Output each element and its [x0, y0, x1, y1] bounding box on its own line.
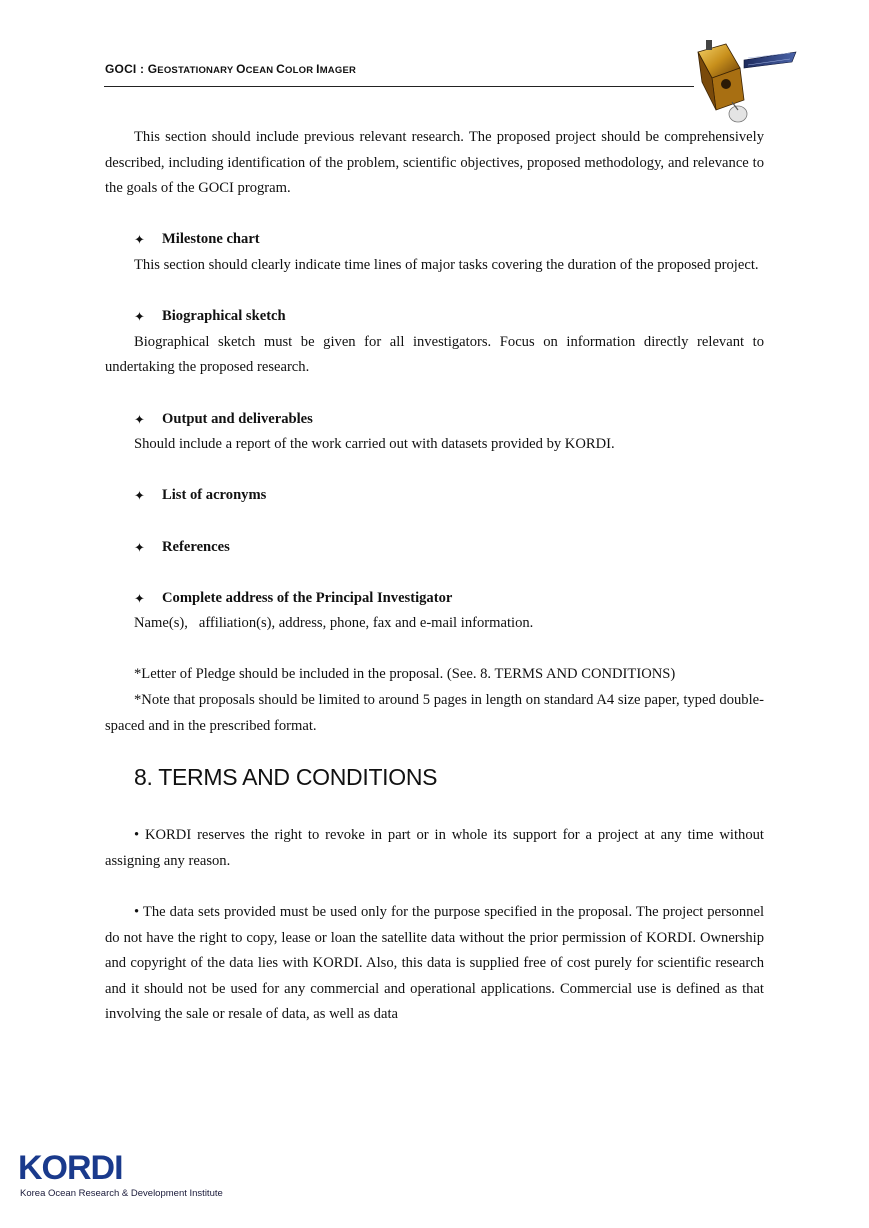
header-divider	[104, 86, 694, 87]
kordi-subtitle: Korea Ocean Research & Development Institute	[20, 1188, 223, 1199]
heading-output-deliverables: ✦ Output and deliverables	[105, 407, 764, 433]
satellite-illustration	[686, 38, 798, 128]
heading-biographical-sketch: ✦ Biographical sketch	[105, 304, 764, 330]
body-content	[105, 125, 764, 1028]
kordi-wordmark: KORDI	[18, 1149, 123, 1187]
length-note: *Note that proposals should be limited to around 5 pages in length on standard A4 size paper, typed double-spaced and in the prescribed format.	[105, 692, 764, 734]
biographical-text: Biographical sketch must be given for all investigators. Focus on information directly relevant to undertaking the proposed research.	[105, 333, 764, 376]
address-text: Name(s), affiliation(s), address, phone, fax and e-mail information.	[134, 615, 534, 632]
pledge-note: *Letter of Pledge should be included in the proposal. (See. 8. TERMS AND CONDITIONS)	[134, 666, 676, 683]
heading-list-of-acronyms: ✦ List of acronyms	[105, 483, 764, 509]
heading-references: ✦ References	[105, 535, 764, 561]
star-bullet-icon: ✦	[134, 539, 145, 555]
star-bullet-icon: ✦	[134, 411, 145, 427]
terms-bullet-1: • KORDI reserves the right to revoke in part or in whole its support for a project at any time without assigning any reason.	[105, 827, 764, 869]
intro-paragraph: This section should include previous relevant research. The proposed project should be comprehensively described, including identification of the problem, scientific objectives, proposed methodology, and relevance to the goals of the GOCI program.	[105, 129, 764, 197]
page-header-title: GOCI : GEOSTATIONARY OCEAN COLOR IMAGER	[105, 62, 357, 76]
milestone-text: This section should clearly indicate time lines of major tasks covering the duration of the proposed project.	[134, 256, 759, 273]
star-bullet-icon: ✦	[134, 309, 145, 325]
terms-bullet-2: • The data sets provided must be used only for the purpose specified in the proposal. The project personnel do not have the right to copy, lease or loan the satellite data without the prior permission of KORDI. Ownership and copyright of the data lies with KORDI. Also, this data is supplied free of cost purely for scientific research and it should not be used for any commercial and operational applications. Commercial use is defined as that involving the sale or resale of data, as well as data	[105, 904, 764, 1023]
kordi-logo	[18, 1148, 223, 1204]
heading-complete-address: ✦ Complete address of the Principal Investigator	[105, 586, 764, 612]
star-bullet-icon: ✦	[134, 488, 145, 504]
star-bullet-icon: ✦	[134, 232, 145, 248]
output-text: Should include a report of the work carried out with datasets provided by KORDI.	[134, 436, 615, 453]
section-8-title: 8. TERMS AND CONDITIONS	[134, 764, 438, 791]
heading-milestone-chart: ✦ Milestone chart	[105, 227, 764, 253]
star-bullet-icon: ✦	[134, 590, 145, 606]
